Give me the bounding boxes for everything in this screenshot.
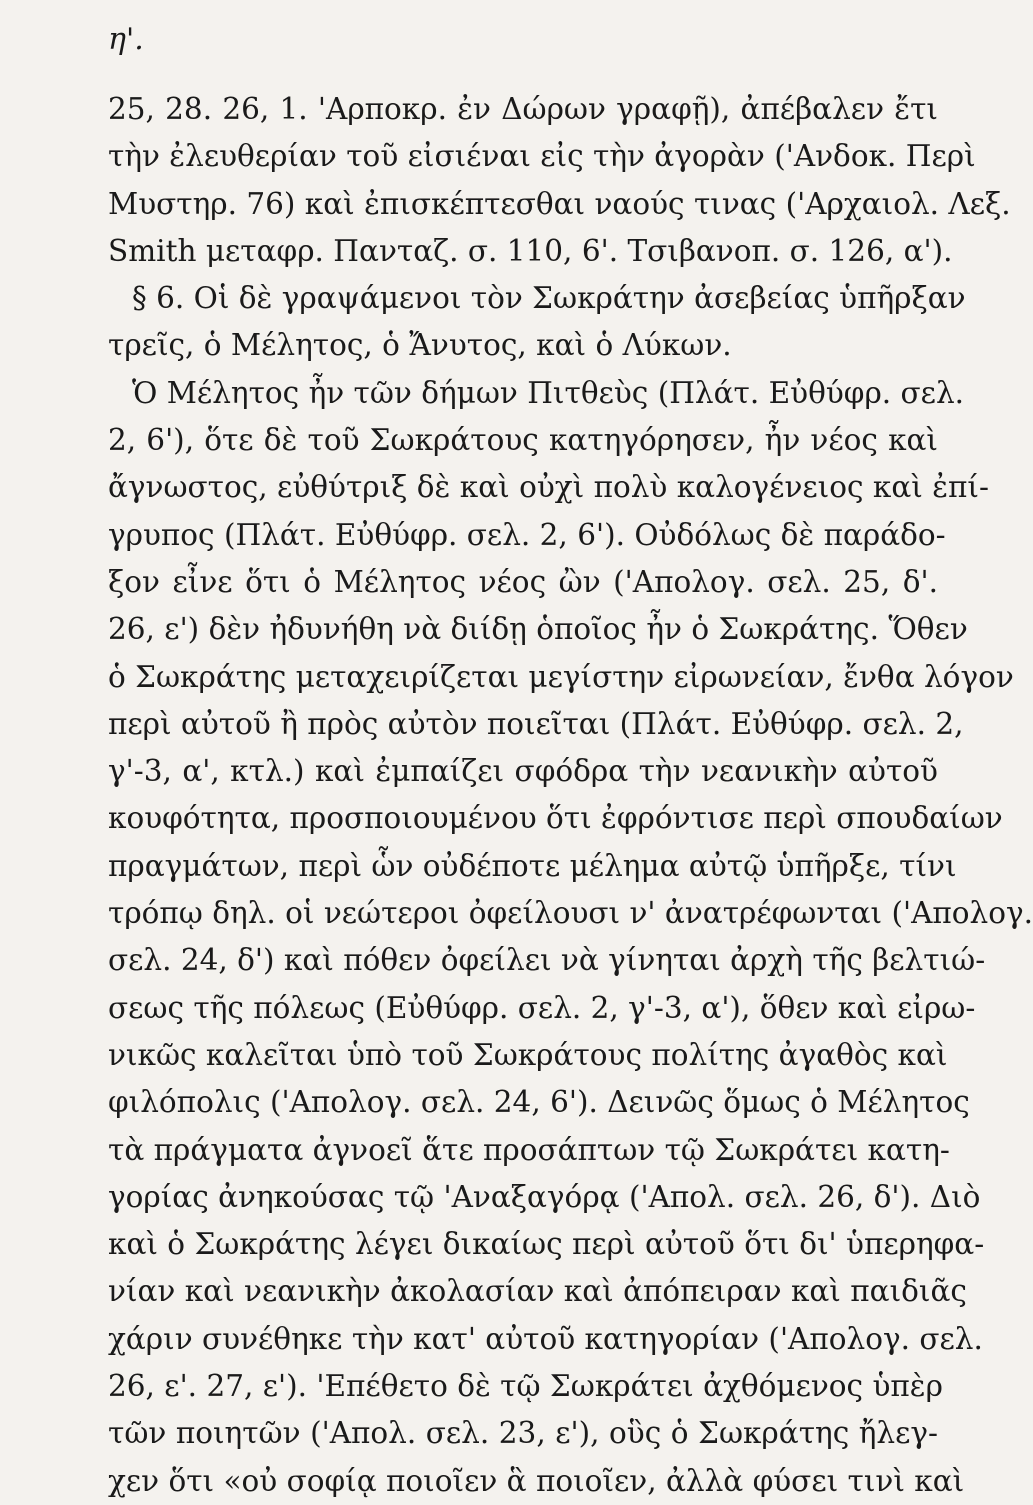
text-line: τρόπῳ δηλ. οἱ νεώτεροι ὀφείλουσι ν' ἀνατρέφωνται ('Απολογ.	[108, 896, 1033, 931]
text-line: Μυστηρ. 76) καὶ ἐπισκέπτεσθαι ναούς τινας ('Αρχαιολ. Λεξ.	[108, 186, 1011, 221]
text-line: κουφότητα, προσποιουμένου ὅτι ἐφρόντισε περὶ σπουδαίων	[108, 801, 1003, 836]
text-line: § 6. Οἱ δὲ γραψάμενοι τὸν Σωκράτην ἀσεβείας ὑπῆρξαν	[132, 281, 966, 316]
text-line: ὁ Σωκράτης μεταχειρίζεται μεγίστην εἰρωνείαν, ἔνθα λόγον	[108, 659, 1014, 694]
text-line: 25, 28. 26, 1. 'Αρποκρ. ἐν Δώρων γραφῇ), ἀπέβαλεν ἔτι	[108, 92, 938, 126]
text-line: νικῶς καλεῖται ὑπὸ τοῦ Σωκράτους πολίτης ἀγαθὸς καὶ	[108, 1037, 948, 1072]
text-line: τὴν ἐλευθερίαν τοῦ εἰσιέναι εἰς τὴν ἀγορὰν ('Ανδοκ. Περὶ	[108, 139, 976, 174]
text-line: τὰ πράγματα ἀγνοεῖ ἅτε προσάπτων τῷ Σωκράτει κατη-	[108, 1132, 950, 1167]
text-line: τῶν ποιητῶν ('Απολ. σελ. 23, ε'), οὓς ὁ Σωκράτης ἤλεγ-	[108, 1416, 938, 1451]
text-line: περὶ αὐτοῦ ἢ πρὸς αὐτὸν ποιεῖται (Πλάτ. Εὐθύφρ. σελ. 2,	[108, 706, 964, 741]
text-line: ξον εἶνε ὅτι ὁ Μέλητος νέος ὢν ('Απολογ. σελ. 25, δ'.	[108, 564, 938, 599]
text-line: γ'-3, α', κτλ.) καὶ ἐμπαίζει σφόδρα τὴν νεανικὴν αὐτοῦ	[108, 754, 938, 789]
page-number: η'.	[108, 22, 144, 57]
text-line: καὶ ὁ Σωκράτης λέγει δικαίως περὶ αὐτοῦ ὅτι δι' ὑπερηφα-	[108, 1227, 985, 1262]
text-line: 26, ε') δὲν ἠδυνήθη νὰ διίδῃ ὁποῖος ἦν ὁ Σωκράτης. Ὅθεν	[108, 612, 968, 647]
text-line: σελ. 24, δ') καὶ πόθεν ὀφείλει νὰ γίνηται ἀρχὴ τῆς βελτιώ-	[108, 943, 986, 978]
text-line: 2, 6'), ὅτε δὲ τοῦ Σωκράτους κατηγόρησεν, ἦν νέος καὶ	[108, 423, 938, 458]
text-line: ἄγνωστος, εὐθύτριξ δὲ καὶ οὐχὶ πολὺ καλογένειος καὶ ἐπί-	[108, 470, 989, 505]
text-line: γρυπος (Πλάτ. Εὐθύφρ. σελ. 2, 6'). Οὐδόλως δὲ παράδο-	[108, 517, 946, 552]
text-line: χάριν συνέθηκε τὴν κατ' αὐτοῦ κατηγορίαν ('Απολογ. σελ.	[108, 1321, 983, 1356]
text-line: γορίας ἀνηκούσας τῷ 'Αναξαγόρᾳ ('Απολ. σελ. 26, δ'). Διὸ	[108, 1179, 981, 1214]
text-line: σεως τῆς πόλεως (Εὐθύφρ. σελ. 2, γ'-3, α'), ὅθεν καὶ εἰρω-	[108, 990, 976, 1025]
text-line: Smith μεταφρ. Πανταζ. σ. 110, 6'. Τσιβανοπ. σ. 126, α').	[108, 233, 953, 268]
text-line: χεν ὅτι «οὐ σοφίᾳ ποιοῖεν ἃ ποιοῖεν, ἀλλὰ φύσει τινὶ καὶ	[108, 1463, 965, 1498]
text-line: 26, ε'. 27, ε'). 'Επέθετο δὲ τῷ Σωκράτει ἀχθόμενος ὑπὲρ	[108, 1369, 943, 1404]
body-text	[108, 86, 1033, 1505]
text-line: πραγμάτων, περὶ ὧν οὐδέποτε μέλημα αὐτῷ ὑπῆρξε, τίνι	[108, 848, 957, 883]
text-line: Ὁ Μέλητος ἦν τῶν δήμων Πιτθεὺς (Πλάτ. Εὐθύφρ. σελ.	[132, 375, 965, 410]
text-line: τρεῖς, ὁ Μέλητος, ὁ Ἄνυτος, καὶ ὁ Λύκων.	[108, 328, 732, 363]
text-line: νίαν καὶ νεανικὴν ἀκολασίαν καὶ ἀπόπειραν καὶ παιδιᾶς	[108, 1274, 967, 1309]
text-line: φιλόπολις ('Απολογ. σελ. 24, 6'). Δεινῶς ὅμως ὁ Μέλητος	[108, 1085, 970, 1120]
